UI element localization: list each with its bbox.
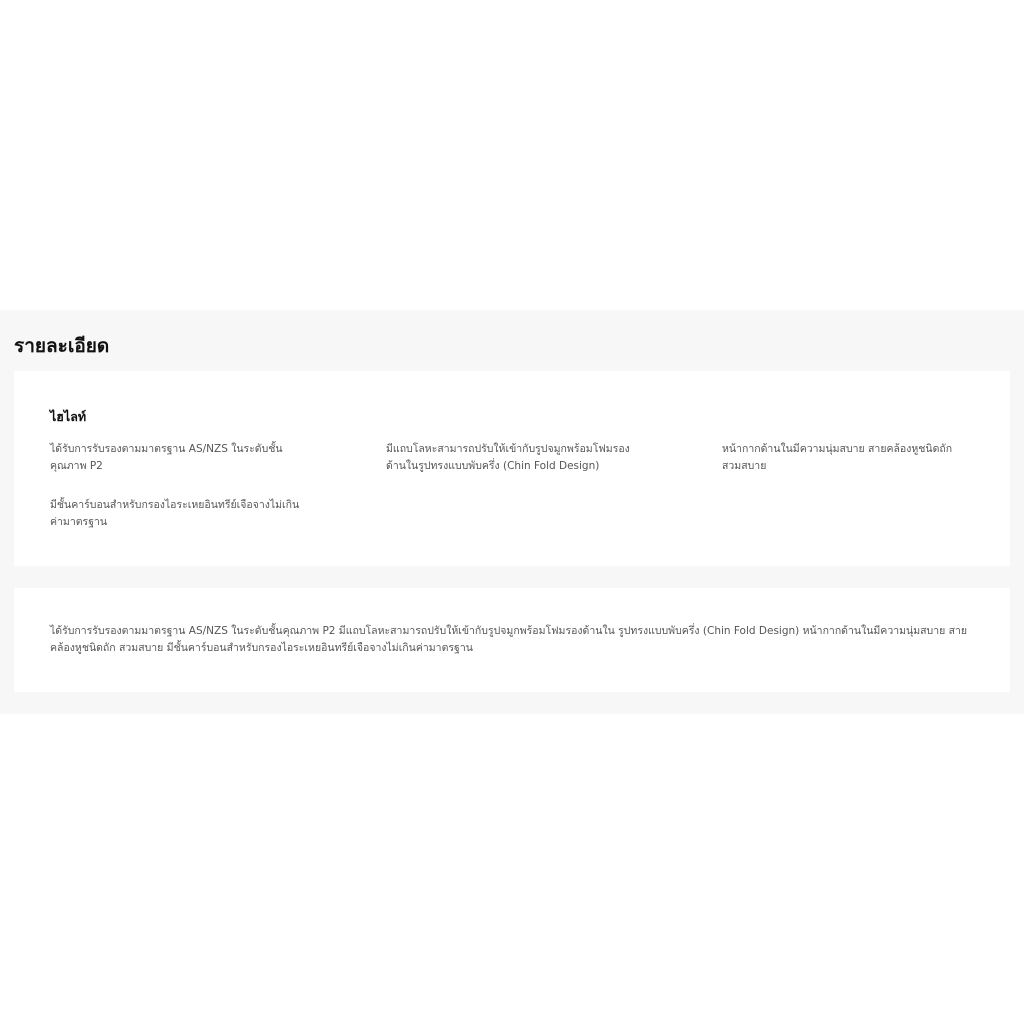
description-card	[14, 588, 1010, 692]
product-description: ได้รับการรับรองตามมาตรฐาน AS/NZS ในระดับชั้นคุณภาพ P2 มีแถบโลหะสามารถปรับให้เข้ากับรูปจมูกพร้อมโฟมรองด้านใน รูปทรงแบบพับครึ่ง (Chin Fold Design) หน้ากากด้านในมีความนุ่มสบาย สายคล้องหูชนิดถัก สวมสบาย มีชั้นคาร์บอนสำหรับกรองไอระเหยอินทรีย์เจือจางไม่เกินค่ามาตรฐาน	[50, 625, 968, 654]
highlights-card	[14, 371, 1010, 566]
highlight-item: หน้ากากด้านในมีความนุ่มสบาย สายคล้องหูชนิดถัก สวมสบาย	[722, 443, 953, 472]
highlight-item: ได้รับการรับรองตามมาตรฐาน AS/NZS ในระดับชั้นคุณภาพ P2	[50, 443, 283, 472]
highlight-item: มีชั้นคาร์บอนสำหรับกรองไอระเหยอินทรีย์เจือจางไม่เกินค่ามาตรฐาน	[50, 499, 300, 528]
details-title: รายละเอียด	[14, 335, 110, 357]
highlight-item: มีแถบโลหะสามารถปรับให้เข้ากับรูปจมูกพร้อมโฟมรองด้านในรูปทรงแบบพับครึ่ง (Chin Fold Design)	[386, 443, 630, 472]
highlights-heading: ไฮไลท์	[50, 409, 87, 424]
